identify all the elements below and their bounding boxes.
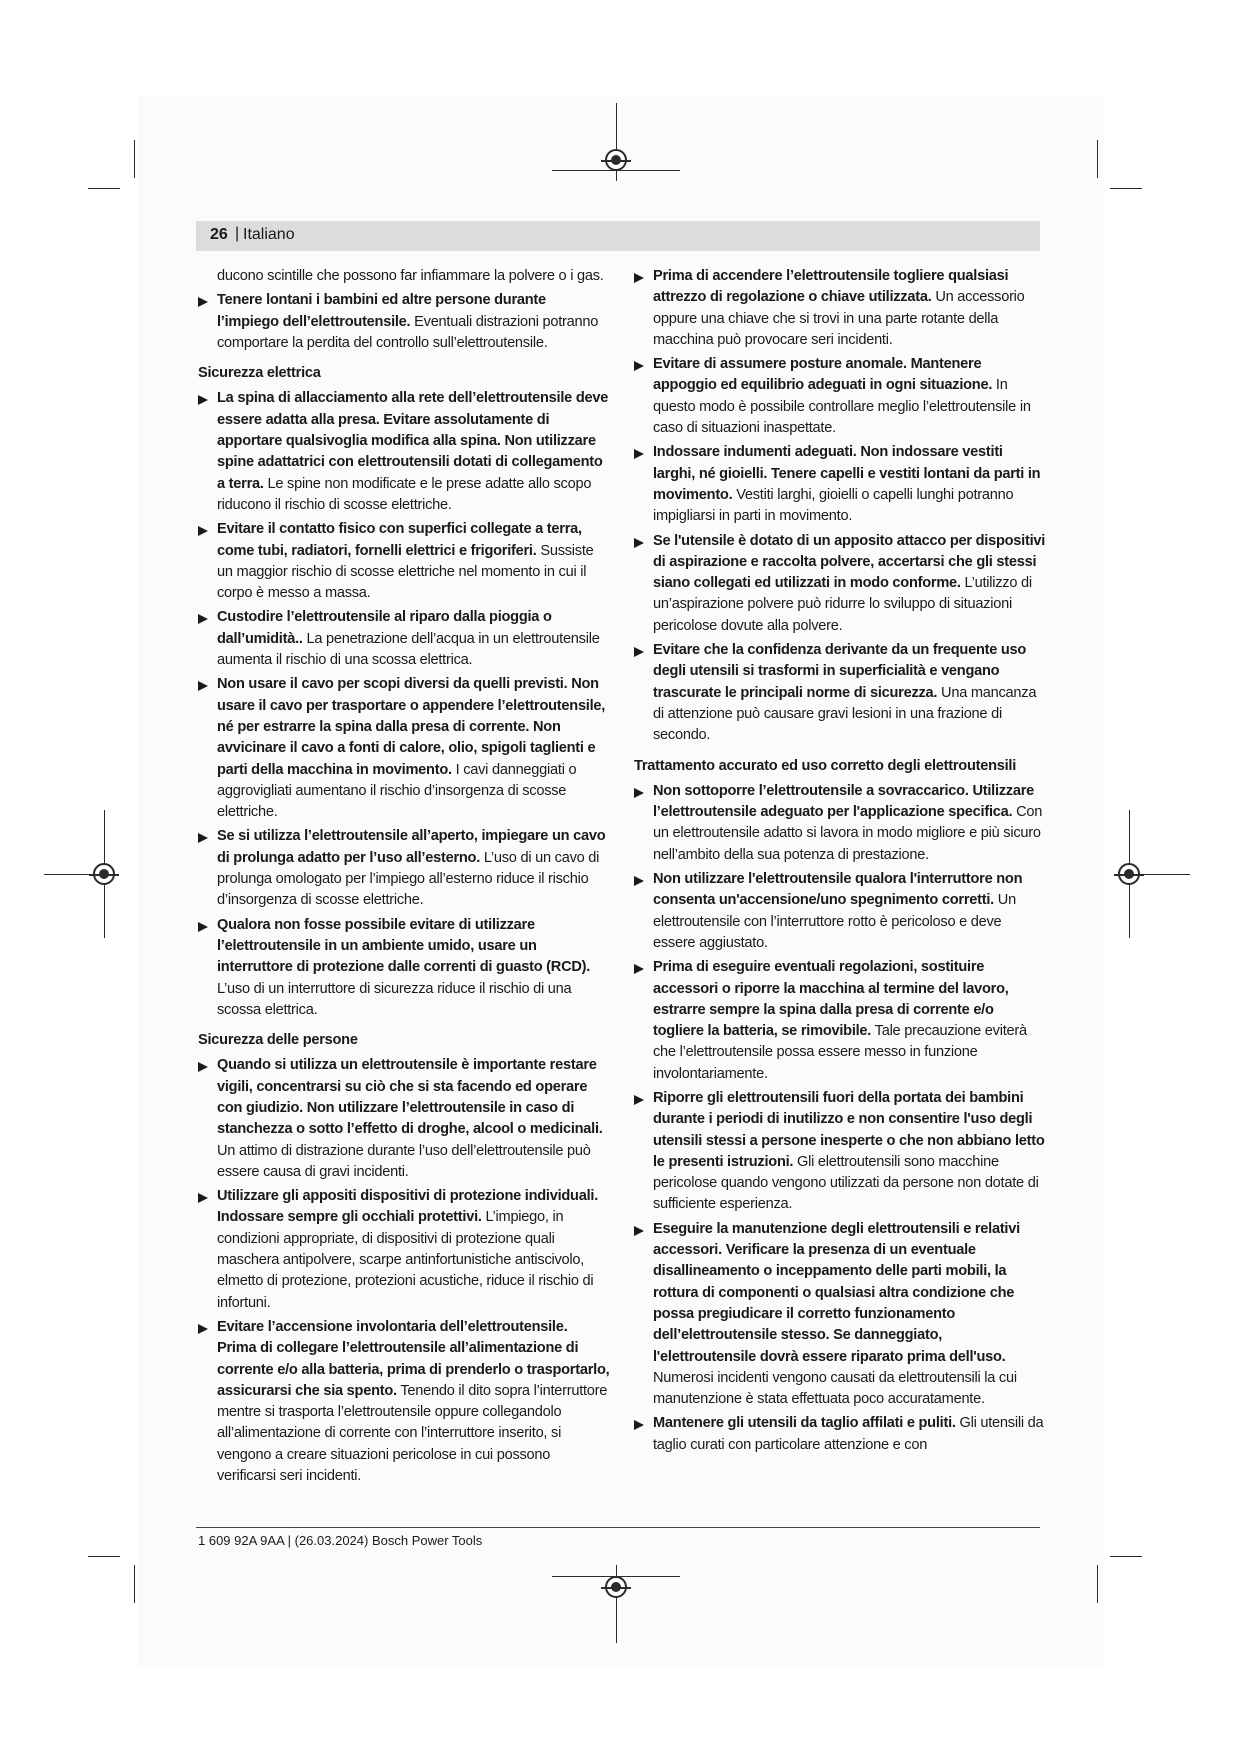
bullet-triangle-icon — [634, 538, 644, 548]
list-item-rcd — [198, 915, 610, 1021]
crop-mark — [134, 1565, 135, 1603]
list-item-rain — [198, 607, 610, 671]
item-bold: Se si utilizza l’elettroutensile all’aperto, impiegare un cavo di prolunga adatto per l’uso all’esterno. — [217, 828, 606, 866]
crop-mark — [1097, 140, 1098, 178]
list-item-startup — [198, 1317, 610, 1487]
registration-target-icon — [605, 149, 627, 171]
page-number: 26 — [210, 226, 228, 243]
list-item-dust — [634, 531, 1046, 637]
list-item-children — [198, 290, 610, 354]
bullet-triangle-icon — [198, 681, 208, 691]
item-bold: La spina di allacciamento alla rete dell’elettroutensile deve essere adatta alla presa. Evitare assolutamente di apportare qualsivoglia modifica alla spina. Non utilizzare spine adattatrici con elettroutensili dotati di collegamento a terra. — [217, 390, 609, 492]
item-text: Eventuali distrazioni potranno comportare la perdita del controllo sull’elettroutensile. — [217, 313, 599, 351]
heading-tool-handling: Trattamento accurato ed uso corretto degli elettroutensili — [634, 757, 1017, 774]
heading-electric-safety: Sicurezza elettrica — [198, 365, 321, 382]
item-bold: Se l'utensile è dotato di un apposito attacco per dispositivi di aspirazione e raccolta polvere, accertarsi che gli stessi siano collegati ed utilizzati in modo conforme. — [653, 532, 1046, 592]
item-bold: Mantenere gli utensili da taglio affilati e puliti. — [653, 1415, 956, 1432]
item-bold: Eseguire la manutenzione degli elettroutensili e relativi accessori. Verificare la presenza di un eventuale disallineamento o inceppamento delle parti mobili, la rottura di componenti o qualsiasi altra condizione che possa pregiudicare il corretto funzionamento dell’elettroutensile stesso. Se danneggiato, l'elettroutensile dovrà essere riparato prima dell'uso. — [653, 1220, 1020, 1365]
bullet-triangle-icon — [634, 876, 644, 886]
item-text: Sussiste un maggior rischio di scosse elettriche nel momento in cui il corpo è messo a massa. — [217, 542, 594, 602]
bullet-triangle-icon — [634, 964, 644, 974]
bullet-triangle-icon — [198, 395, 208, 405]
bullet-triangle-icon — [198, 297, 208, 307]
item-bold: Utilizzare gli appositi dispositivi di protezione individuali. Indossare sempre gli occhiali protettivi. — [217, 1188, 599, 1226]
item-text: Numerosi incidenti vengono causati da elettroutensili la cui manutenzione è stata effettuata poco accuratamente. — [653, 1369, 1017, 1408]
crop-mark — [134, 140, 135, 178]
bullet-triangle-icon — [634, 647, 644, 657]
bullet-triangle-icon — [198, 1062, 208, 1072]
list-item-alert — [198, 1055, 610, 1183]
item-text: L’impiego, in condizioni appropriate, di dispositivi di protezione quali maschera antipolvere, scarpe antinfortunistiche antiscivolo, elmetto di protezione, protezioni acustiche, riduce il rischio di infortuni. — [217, 1209, 594, 1311]
item-bold: Quando si utilizza un elettroutensile è importante restare vigili, concentrarsi su ciò che si sta facendo ed operare con giudizio. Non utilizzare l’elettroutensile in caso di stanchezza o sotto l’effetto di droghe, alcool o medicinali. — [217, 1057, 603, 1138]
continued-text: ducono scintille che possono far infiammare la polvere o i gas. — [217, 268, 604, 284]
list-item-posture — [634, 354, 1046, 439]
list-item-confidence — [634, 640, 1046, 746]
crop-mark — [1110, 1556, 1142, 1557]
item-text: In questo modo è possibile controllare meglio l’elettroutensile in caso di situazioni inaspettate. — [653, 377, 1031, 437]
item-text: L’uso di un interruttore di sicurezza riduce il rischio di una scossa elettrica. — [217, 980, 572, 1018]
page-footer: 1 609 92A 9AA | (26.03.2024) Bosch Power Tools — [198, 1533, 483, 1548]
list-item-ppe — [198, 1186, 610, 1314]
page-header — [196, 221, 1040, 251]
registration-target-icon — [1118, 863, 1140, 885]
heading-personal-safety: Sicurezza delle persone — [198, 1032, 358, 1049]
item-text: Un attimo di distrazione durante l’uso dell’elettroutensile può essere causa di gravi incidenti. — [217, 1142, 591, 1180]
item-text: Vestiti larghi, gioielli o capelli lunghi potranno impigliarsi in parti in movimento. — [653, 486, 1014, 525]
item-bold: Non utilizzare l'elettroutensile qualora l'interruttore non consenta un'accensione/uno spegnimento corretti. — [653, 871, 1023, 909]
header-language: Italiano — [243, 226, 295, 243]
header-separator: | — [235, 225, 240, 242]
bullet-triangle-icon — [634, 788, 644, 798]
bullet-triangle-icon — [198, 526, 208, 536]
list-item-switch — [634, 869, 1046, 954]
right-column — [634, 266, 1046, 1459]
registration-target-icon — [605, 1576, 627, 1598]
bullet-triangle-icon — [634, 449, 644, 459]
item-bold: Evitare l’accensione involontaria dell’elettroutensile. Prima di collegare l’elettroutensile all’alimentazione di corrente e/o alla batteria, prima di prenderlo o trasportarlo, assicurarsi che sia spento. — [217, 1318, 610, 1399]
crop-mark — [1097, 1565, 1098, 1603]
list-item-tools — [634, 266, 1046, 351]
footer-rule — [196, 1527, 1040, 1528]
list-item-storage — [634, 1088, 1046, 1216]
bullet-triangle-icon — [634, 361, 644, 371]
bullet-triangle-icon — [198, 614, 208, 624]
item-text: Con un elettroutensile adatto si lavora in modo migliore e più sicuro nell’ambito della sua potenza di prestazione. — [653, 804, 1043, 863]
item-bold: Riporre gli elettroutensili fuori della portata dei bambini durante i periodi di inutilizzo e non consentire l'uso degli utensili stessi a persone inesperte o che non abbiano letto le presenti istruzioni. — [653, 1089, 1045, 1170]
item-bold: Qualora non fosse possibile evitare di utilizzare l’elettroutensile in un ambiente umido, usare un interruttore di protezione dalle correnti di guasto (RCD). — [217, 916, 591, 976]
list-item-plug — [198, 388, 610, 516]
item-text: Un elettroutensile con l’interruttore rotto è pericoloso e deve essere aggiustato. — [653, 892, 1016, 951]
crop-mark — [88, 188, 120, 189]
bullet-triangle-icon — [198, 1193, 208, 1203]
bullet-triangle-icon — [634, 1420, 644, 1430]
left-column — [198, 266, 610, 1490]
list-item-overload — [634, 781, 1046, 866]
bullet-triangle-icon — [634, 1095, 644, 1105]
item-text: Tenendo il dito sopra l’interruttore mentre si trasporta l’elettroutensile oppure collegandolo all’alimentazione di corrente con l’interruttore inserito, si vengono a creare situazioni pericolose in cui possono verificarsi seri incidenti. — [217, 1382, 608, 1485]
item-text: Gli elettroutensili sono macchine pericolose quando vengono utilizzati da persone non dotate di sufficiente esperienza. — [653, 1153, 1039, 1213]
item-text: Una mancanza di attenzione può causare gravi lesioni in una frazione di secondo. — [653, 684, 1037, 744]
crop-mark — [88, 1556, 120, 1557]
list-item-sharp — [634, 1413, 1046, 1456]
list-item-contact — [198, 519, 610, 604]
item-bold: Evitare di assumere posture anomale. Mantenere appoggio ed equilibrio adeguati in ogni situazione. — [653, 356, 993, 394]
list-item-unplug — [634, 957, 1046, 1085]
item-bold: Custodire l’elettroutensile al riparo dalla pioggia o dall’umidità.. — [217, 609, 552, 647]
item-text: L’uso di un cavo di prolunga omologato per l’impiego all’esterno riduce il rischio d’insorgenza di scosse elettriche. — [217, 849, 600, 909]
bullet-triangle-icon — [634, 273, 644, 283]
bullet-triangle-icon — [198, 833, 208, 843]
item-text: Le spine non modificate e le prese adatte allo scopo riducono il rischio di scosse elettriche. — [217, 475, 592, 513]
list-item-cable — [198, 674, 610, 823]
item-bold: Prima di accendere l’elettroutensile togliere qualsiasi attrezzo di regolazione o chiave utilizzata. — [653, 268, 1009, 306]
item-bold: Non sottoporre l’elettroutensile a sovraccarico. Utilizzare l’elettroutensile adeguato per l'applicazione specifica. — [653, 782, 1035, 821]
crop-mark — [1110, 188, 1142, 189]
item-bold: Non usare il cavo per scopi diversi da quelli previsti. Non usare il cavo per trasportare o appendere l’elettroutensile, né per estrarre la spina dalla presa di corrente. Non avvicinare il cavo a fonti di calore, olio, spigoli taglienti e parti della macchina in movimento. — [217, 676, 606, 778]
item-text: Un accessorio oppure una chiave che si trovi in una parte rotante della macchina può provocare seri incidenti. — [653, 289, 1025, 348]
bullet-triangle-icon — [634, 1226, 644, 1236]
registration-target-icon — [93, 863, 115, 885]
item-text: Tale precauzione eviterà che l’elettroutensile possa essere messo in funzione involontariamente. — [653, 1023, 1027, 1082]
item-text: L’utilizzo di un’aspirazione polvere può ridurre lo sviluppo di situazioni pericolose dovute alla polvere. — [653, 575, 1032, 634]
list-item-maintenance — [634, 1219, 1046, 1411]
item-bold: Evitare il contatto fisico con superfici collegate a terra, come tubi, radiatori, fornelli elettrici e frigoriferi. — [217, 521, 582, 559]
item-bold: Indossare indumenti adeguati. Non indossare vestiti larghi, né gioielli. Tenere capelli e vestiti lontani da parti in movimento. — [653, 444, 1041, 503]
bullet-triangle-icon — [198, 1324, 208, 1334]
list-item-outdoor — [198, 826, 610, 911]
item-bold: Tenere lontani i bambini ed altre persone durante l’impiego dell’elettroutensile. — [217, 292, 546, 330]
item-text: Gli utensili da taglio curati con particolare attenzione e con — [653, 1415, 1044, 1453]
item-bold: Prima di eseguire eventuali regolazioni, sostituire accessori o riporre la macchina al termine del lavoro, estrarre sempre la spina dalla presa di corrente e/o togliere la batteria, se rimovibile. — [653, 959, 1009, 1040]
bullet-triangle-icon — [198, 922, 208, 932]
item-text: La penetrazione dell’acqua in un elettroutensile aumenta il rischio di una scossa elettrica. — [217, 630, 600, 669]
item-bold: Evitare che la confidenza derivante da un frequente uso degli utensili si trasformi in superficialità e vengano trascurate le principali norme di sicurezza. — [653, 642, 1027, 701]
item-text: I cavi danneggiati o aggrovigliati aumentano il rischio d’insorgenza di scosse elettriche. — [217, 761, 577, 821]
list-item-clothing — [634, 442, 1046, 527]
